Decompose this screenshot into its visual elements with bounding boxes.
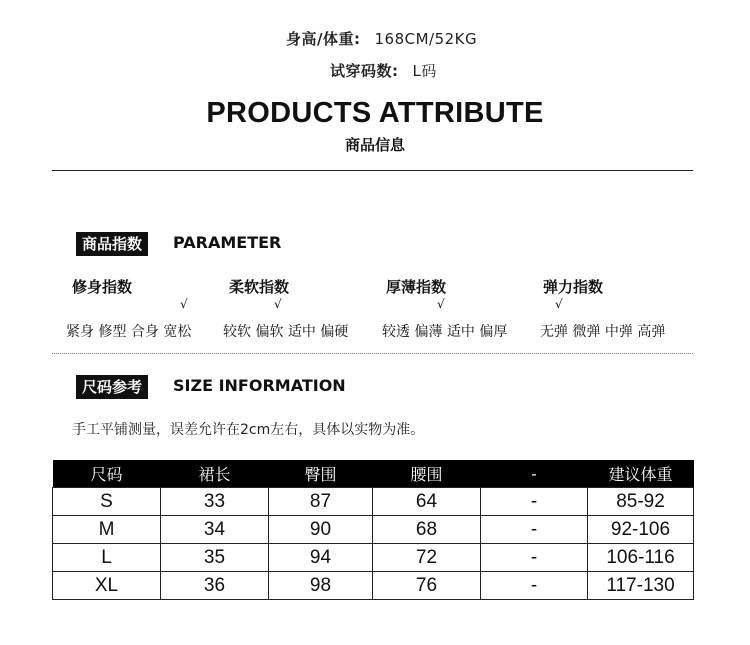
param-options-elasticity: 无弹 微弹 中弹 高弹 bbox=[540, 324, 666, 340]
parameter-title: PARAMETER bbox=[173, 233, 282, 252]
page-title: PRODUCTS ATTRIBUTE bbox=[206, 97, 544, 129]
cell-size: L bbox=[53, 544, 161, 572]
header-size: 尺码 bbox=[53, 460, 161, 488]
cell-suggested-weight: 85-92 bbox=[588, 488, 694, 516]
param-options-thickness: 较透 偏薄 适中 偏厚 bbox=[382, 324, 508, 340]
size-table-header bbox=[53, 460, 694, 488]
param-group-name-softness: 柔软指数 bbox=[229, 278, 290, 296]
cell-skirt-length: 34 bbox=[161, 516, 269, 544]
size-info-badge: 尺码参考 bbox=[76, 375, 148, 399]
cell-blank: - bbox=[481, 572, 588, 600]
header-blank: - bbox=[481, 460, 588, 488]
check-mark-softness: √ bbox=[274, 297, 282, 311]
size-value: L码 bbox=[412, 62, 437, 80]
cell-blank: - bbox=[481, 488, 588, 516]
size-info-title: SIZE INFORMATION bbox=[173, 376, 346, 395]
table-row bbox=[53, 572, 694, 600]
check-mark-elasticity: √ bbox=[555, 297, 563, 311]
cell-skirt-length: 36 bbox=[161, 572, 269, 600]
param-group-name-elasticity: 弹力指数 bbox=[543, 278, 604, 296]
header-waist: 腰围 bbox=[373, 460, 481, 488]
height-weight-label: 身高/体重: bbox=[286, 30, 361, 48]
param-group-name-thickness: 厚薄指数 bbox=[386, 278, 447, 296]
header-divider bbox=[52, 170, 693, 171]
table-row bbox=[53, 544, 694, 572]
header-hip: 臀围 bbox=[269, 460, 373, 488]
cell-suggested-weight: 117-130 bbox=[588, 572, 694, 600]
cell-hip: 94 bbox=[269, 544, 373, 572]
page-subtitle: 商品信息 bbox=[344, 136, 405, 154]
cell-waist: 76 bbox=[373, 572, 481, 600]
cell-waist: 64 bbox=[373, 488, 481, 516]
param-options-softness: 较软 偏软 适中 偏硬 bbox=[223, 324, 349, 340]
cell-size: XL bbox=[53, 572, 161, 600]
cell-skirt-length: 33 bbox=[161, 488, 269, 516]
cell-blank: - bbox=[481, 544, 588, 572]
cell-hip: 87 bbox=[269, 488, 373, 516]
size-label: 试穿码数: bbox=[330, 62, 399, 80]
model-size bbox=[330, 60, 437, 81]
cell-suggested-weight: 106-116 bbox=[588, 544, 694, 572]
cell-blank: - bbox=[481, 516, 588, 544]
check-mark-fit: √ bbox=[180, 297, 188, 311]
section-divider bbox=[52, 353, 693, 354]
cell-size: S bbox=[53, 488, 161, 516]
cell-suggested-weight: 92-106 bbox=[588, 516, 694, 544]
measurement-note: 手工平铺测量，误差允许在2cm左右，具体以实物为准。 bbox=[72, 422, 425, 438]
cell-skirt-length: 35 bbox=[161, 544, 269, 572]
check-mark-thickness: √ bbox=[437, 297, 445, 311]
height-weight-value: 168CM/52KG bbox=[374, 30, 478, 48]
size-table bbox=[52, 460, 694, 600]
cell-hip: 98 bbox=[269, 572, 373, 600]
model-height-weight bbox=[286, 28, 477, 49]
cell-hip: 90 bbox=[269, 516, 373, 544]
cell-waist: 72 bbox=[373, 544, 481, 572]
parameter-badge: 商品指数 bbox=[76, 232, 148, 256]
header-skirt-length: 裙长 bbox=[161, 460, 269, 488]
table-row bbox=[53, 488, 694, 516]
table-row bbox=[53, 516, 694, 544]
param-options-fit: 紧身 修型 合身 宽松 bbox=[66, 324, 192, 340]
param-group-name-fit: 修身指数 bbox=[72, 278, 133, 296]
cell-size: M bbox=[53, 516, 161, 544]
cell-waist: 68 bbox=[373, 516, 481, 544]
header-suggested-weight: 建议体重 bbox=[588, 460, 694, 488]
